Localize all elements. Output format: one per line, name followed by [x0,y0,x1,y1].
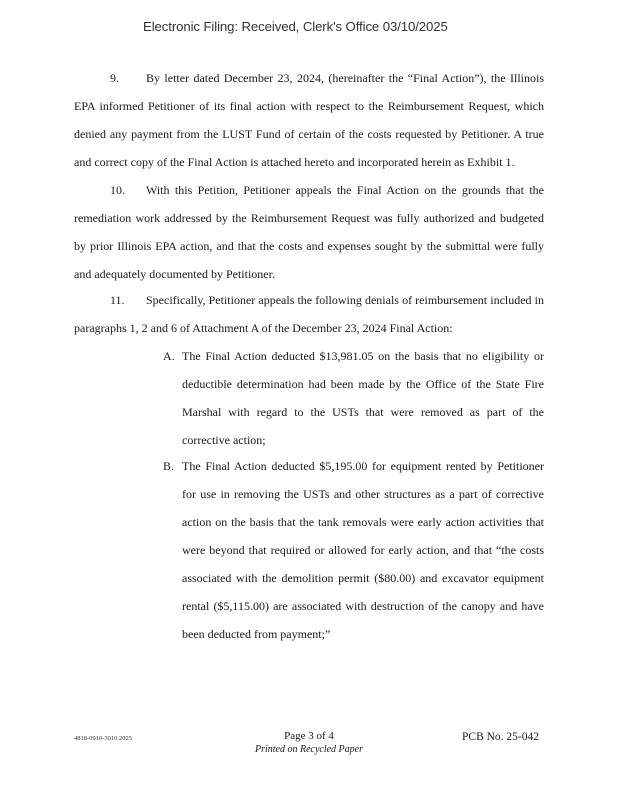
list-item-b [163,452,544,648]
paragraph-9 [74,64,544,176]
paragraph-text: Specifically, Petitioner appeals the following denials of reimbursement included in paragraphs 1, 2 and 6 of Attachment A of the December 23, 2024 Final Action: [74,293,544,335]
page-number: Page 3 of 4 [284,730,334,742]
filing-stamp: Electronic Filing: Received, Clerk's Office 03/10/2025 [143,19,448,34]
list-text: The Final Action deducted $13,981.05 on the basis that no eligibility or deductible determination had been made by the Office of the State Fire Marshal with regard to the USTs that were removed as part of the corrective action; [182,349,544,447]
paragraph-10 [74,176,544,288]
paragraph-number: 10. [110,183,125,197]
recycled-note: Printed on Recycled Paper [254,744,363,755]
list-letter: A. [163,349,175,363]
paragraph-11 [74,286,544,342]
document-id: 4818-0910-3010.2025 [74,735,132,742]
list-text: The Final Action deducted $5,195.00 for equipment rented by Petitioner for use in removing the USTs and other structures as a part of corrective action on the basis that the tank removals were early action activities that were beyond that required or allowed for early action, and that “the costs associated with the demolition permit ($80.00) and excavator equipment rental ($5,115.00) are associated with destruction of the canopy and have been deducted from payment;” [182,459,544,641]
list-item-a [163,342,544,454]
list-letter: B. [163,459,175,473]
paragraph-text: With this Petition, Petitioner appeals the Final Action on the grounds that the remediation work addressed by the Reimbursement Request was fully authorized and budgeted by prior Illinois EPA action, and that the costs and expenses sought by the submittal were fully and adequately documented by Petitioner. [74,183,544,281]
paragraph-number: 11. [110,293,125,307]
paragraph-text: By letter dated December 23, 2024, (hereinafter the “Final Action”), the Illinois EPA informed Petitioner of its final action with respect to the Reimbursement Request, which denied any payment from the LUST Fund of certain of the costs requested by Petitioner. A true and correct copy of the Final Action is attached hereto and incorporated herein as Exhibit 1. [74,71,544,169]
case-number: PCB No. 25-042 [462,731,539,743]
paragraph-number: 9. [110,71,119,85]
